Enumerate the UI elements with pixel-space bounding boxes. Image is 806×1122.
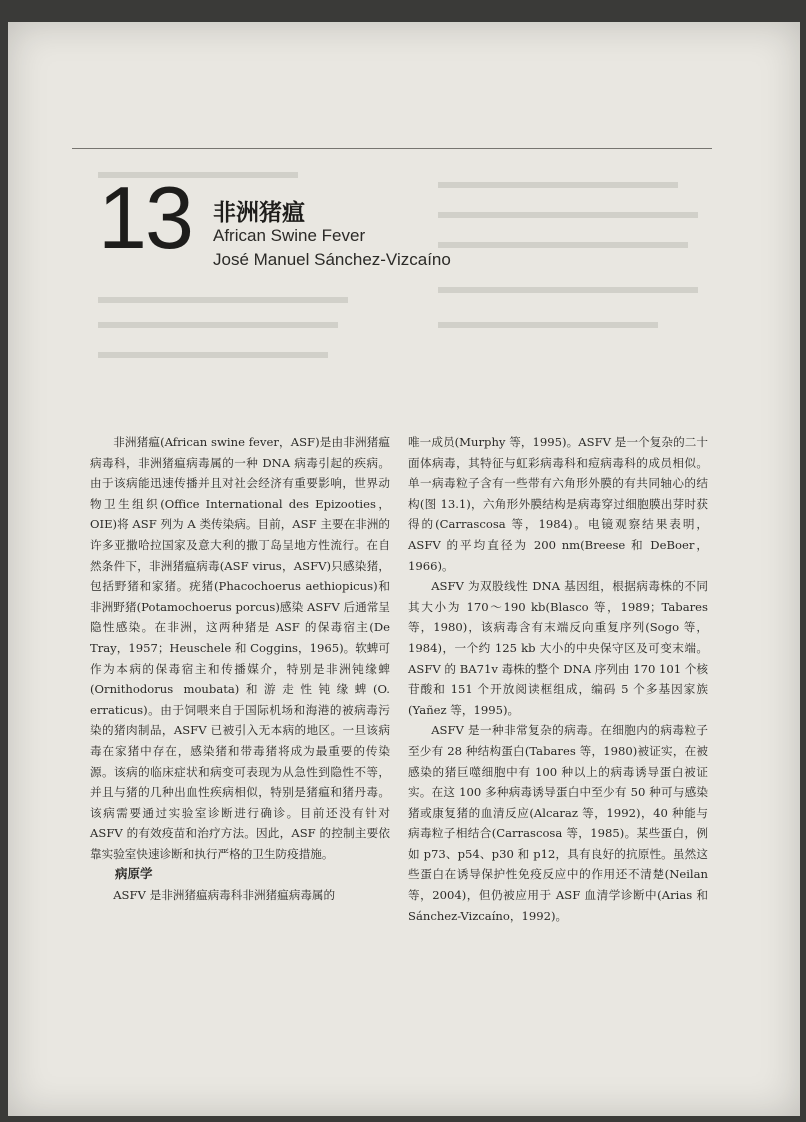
book-page: [8, 22, 800, 1116]
bleed-through-text: [98, 322, 338, 328]
chapter-title-english: African Swine Fever: [213, 226, 366, 245]
bleed-through-text: [438, 242, 688, 248]
chapter-title-chinese: 非洲猪瘟: [213, 200, 305, 226]
header-rule: [72, 148, 712, 149]
chapter-author: José Manuel Sánchez-Vizcaíno: [213, 250, 451, 269]
bleed-through-text: [438, 322, 658, 328]
body-paragraph: ASFV 是非洲猪瘟病毒科非洲猪瘟病毒属的: [113, 888, 336, 903]
section-heading-etiology: 病原学: [115, 866, 153, 882]
body-paragraph: ASFV 是一种非常复杂的病毒。在细胞内的病毒粒子至少有 28 种结构蛋白(Tabares 等，1980)被证实，在被感染的猪巨噬细胞中有 100 种以上的病毒诱导蛋白被证实。在这 100 多种病毒诱导蛋白中至少有 50 种可与感染猪或康复猪的血清反应(Alcaraz 等，1992)，40 种能与病毒粒子相结合(Carrascosa 等，1985)。某些蛋白，例如 p73、p54、p30 和 p12，具有良好的抗原性。虽然这些蛋白在诱导保护性免疫反应中的作用还不清楚(Neilan 等，2004)，但仍被应用于 ASF 血清学诊断中(Arias 和 Sánchez-Vizcaíno，1992)。: [408, 723, 708, 923]
body-paragraph: 唯一成员(Murphy 等，1995)。ASFV 是一个复杂的二十面体病毒，其特征与虹彩病毒科和痘病毒科的成员相似。单一病毒粒子含有一些带有六角形外膜的有共同轴心的结构(图 13.1)，六角形外膜结构是病毒穿过细胞膜出芽时获得的(Carrascosa 等，1984)。电镜观察结果表明，ASFV 的平均直径为 200 nm(Breese 和 DeBoer，1966)。: [408, 435, 708, 573]
body-paragraph: 非洲猪瘟(African swine fever，ASF)是由非洲猪瘟病毒科，非洲猪瘟病毒属的一种 DNA 病毒引起的疾病。由于该病能迅速传播并且对社会经济有重要影响，世界动物卫生组织(Office International des Epizooties，OIE)将 ASF 列为 A 类传染病。目前，ASF 主要在非洲的许多亚撒哈拉国家及意大利的撒丁岛呈地方性流行。在自然条件下，非洲猪瘟病毒(ASF virus，ASFV)只感染猪，包括野猪和家猪。疣猪(Phacochoerus aethiopicus)和非洲野猪(Potamochoerus porcus)感染 ASFV 后通常呈隐性感染。在非洲，这两种猪是 ASF 的保毒宿主(De Tray，1957；Heuschele 和 Coggins，1965)。软蜱可作为本病的保毒宿主和传播媒介，特别是非洲钝缘蜱(Ornithodorus moubata)和游走性钝缘蜱(O. erraticus)。由于饲喂来自于国际机场和海港的被病毒污染的猪肉制品，ASFV 已被引入无本病的地区。一旦该病毒在家猪中存在，感染猪和带毒猪将成为最重要的传染源。该病的临床症状和病变可表现为从急性到隐性不等，并且与猪的几种出血性疾病相似，特别是猪瘟和猪丹毒。该病需要通过实验室诊断进行确诊。目前还没有针对 ASFV 的有效疫苗和治疗方法。因此，ASF 的控制主要依靠实验室快速诊断和执行严格的卫生防疫措施。: [90, 435, 390, 861]
bleed-through-text: [438, 182, 678, 188]
bleed-through-text: [98, 352, 328, 358]
bleed-through-text: [438, 212, 698, 218]
body-paragraph: ASFV 为双股线性 DNA 基因组，根据病毒株的不同其大小为 170～190 kb(Blasco 等，1989；Tabares 等，1980)，该病毒含有末端反向重复序列(Sogo 等，1984)，一个约 125 kb 大小的中央保守区及可变末端。ASFV 的 BA71v 毒株的整个 DNA 序列由 170 101 个核苷酸和 151 个开放阅读框组成，编码 5 个多基因家族(Yañez 等，1995)。: [408, 579, 709, 717]
chapter-number: 13: [98, 168, 192, 267]
bleed-through-text: [98, 297, 348, 303]
left-column: [90, 432, 390, 906]
right-column: [408, 432, 708, 926]
bleed-through-text: [438, 287, 698, 293]
